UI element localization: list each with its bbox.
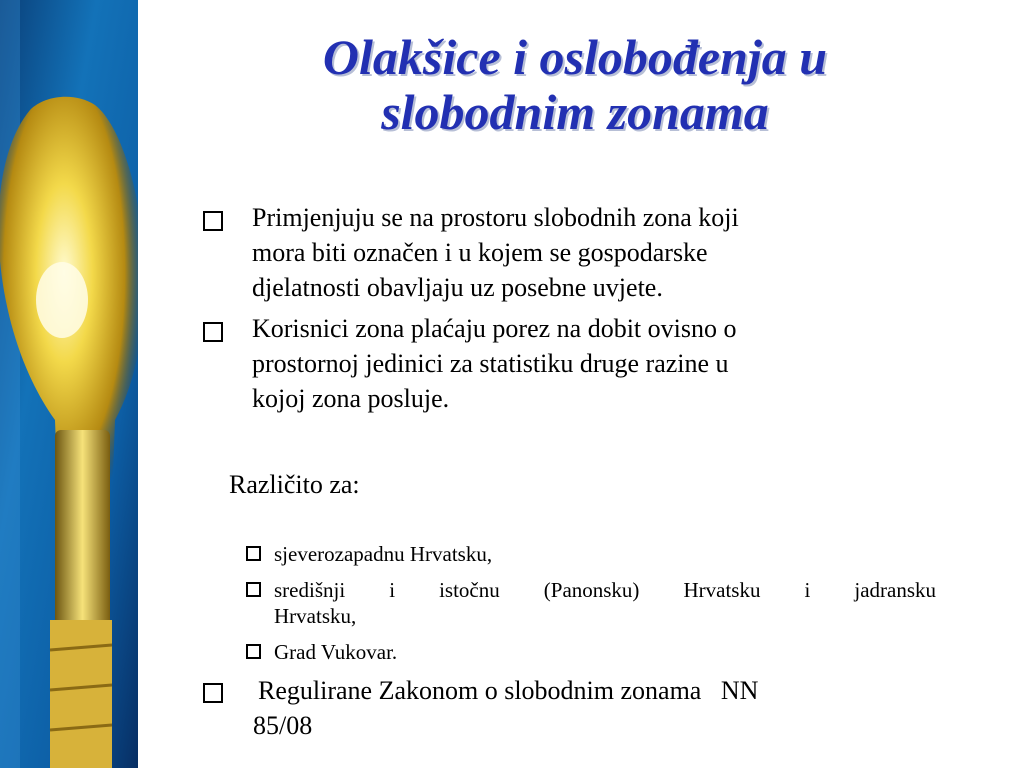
bullet-2-line-2: prostornoj jedinici za statistiku druge razine u <box>252 349 729 378</box>
bullet-square-icon <box>203 211 223 231</box>
bullet-square-icon <box>203 322 223 342</box>
bullet-2-line-1: Korisnici zona plaćaju porez na dobit ovisno o <box>252 314 737 343</box>
bullet-3-text <box>253 673 759 743</box>
bullet-2-text <box>252 311 736 416</box>
bullet-1-text <box>252 200 739 305</box>
sub-bullet-square-icon <box>246 644 261 659</box>
sub-item-1: sjeverozapadnu Hrvatsku, <box>274 542 493 566</box>
slide-title <box>170 30 980 140</box>
sub-item-2-line-1: središnji i istočnu (Panonsku) Hrvatsku i jadransku <box>274 578 936 602</box>
light-bulb-image <box>0 0 138 768</box>
sub-bullet-square-icon <box>246 546 261 561</box>
sub-item-2 <box>274 577 936 629</box>
bullet-3-line-2: 85/08 <box>253 711 313 740</box>
bullet-2-line-3: kojoj zona posluje. <box>252 384 450 413</box>
bullet-1-line-2: mora biti označen i u kojem se gospodarske <box>252 238 708 267</box>
title-line-1: Olakšice i oslobođenja u <box>322 29 828 85</box>
title-line-2: slobodnim zonama <box>381 84 769 140</box>
sub-bullet-square-icon <box>246 582 261 597</box>
sub-item-3: Grad Vukovar. <box>274 640 398 664</box>
bullet-1-line-3: djelatnosti obavljaju uz posebne uvjete. <box>252 273 663 302</box>
subheading: Različito za: <box>229 470 360 499</box>
bullet-square-icon <box>203 683 223 703</box>
sub-item-2-line-2: Hrvatsku, <box>274 604 357 628</box>
bullet-1-line-1: Primjenjuju se na prostoru slobodnih zona koji <box>252 203 739 232</box>
bullet-3-line-1: Regulirane Zakonom o slobodnim zonama NN <box>258 676 759 705</box>
